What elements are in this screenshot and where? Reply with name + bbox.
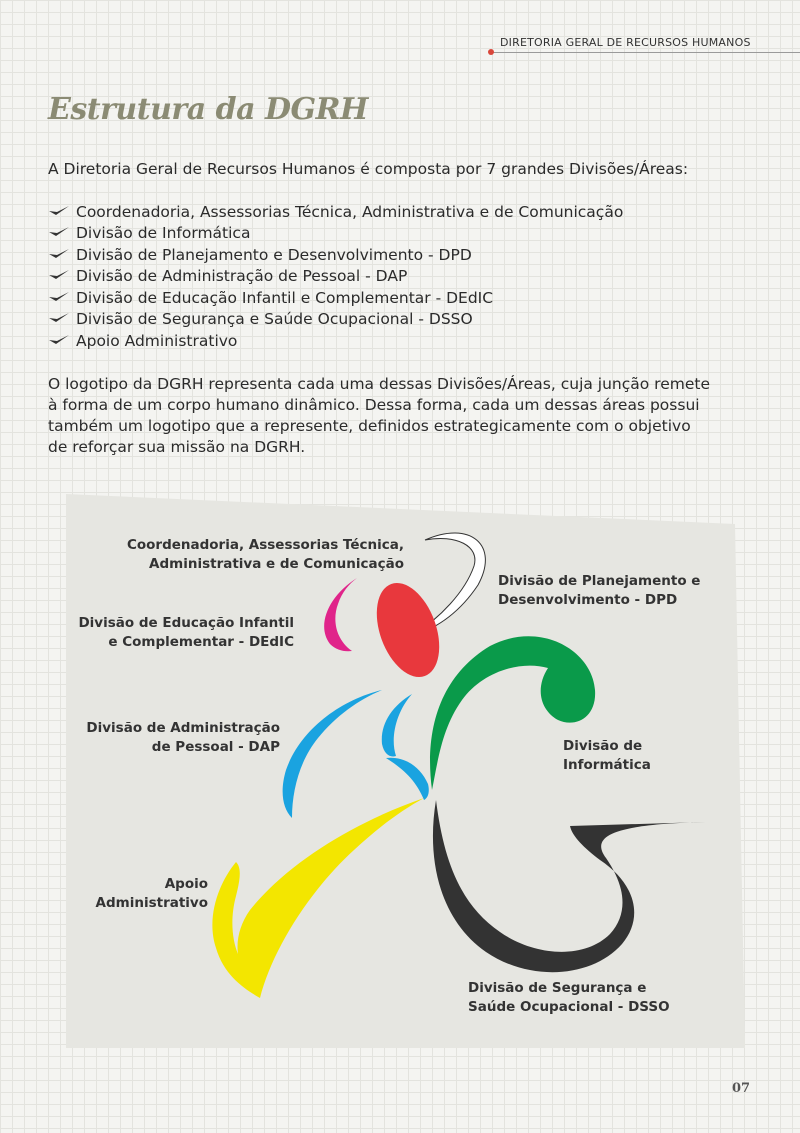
label-informatica <box>563 737 651 775</box>
label-dsso <box>468 979 670 1017</box>
label-line: e Complementar - DEdIC <box>108 634 294 650</box>
label-line: Informática <box>563 757 651 773</box>
label-dap <box>60 719 280 757</box>
label-line: Saúde Ocupacional - DSSO <box>468 999 670 1015</box>
label-line: Administrativo <box>95 895 208 911</box>
label-apoio <box>60 875 208 913</box>
page-number: 07 <box>732 1081 751 1096</box>
body-line: de reforçar sua missão na DGRH. <box>48 438 306 456</box>
label-line: Desenvolvimento - DPD <box>498 592 678 608</box>
header-title: DIRETORIA GERAL DE RECURSOS HUMANOS <box>500 36 751 49</box>
label-coordenadoria <box>104 536 404 574</box>
label-line: de Pessoal - DAP <box>151 739 280 755</box>
list-item-label: Divisão de Planejamento e Desenvolvimento - DPD <box>76 245 472 264</box>
list-item-label: Divisão de Administração de Pessoal - DAP <box>76 267 408 286</box>
body-line: O logotipo da DGRH representa cada uma dessas Divisões/Áreas, cuja junção remete <box>48 375 710 393</box>
label-line: Divisão de Segurança e <box>468 980 647 996</box>
list-item-label: Coordenadoria, Assessorias Técnica, Administrativa e de Comunicação <box>76 202 624 221</box>
page-title: Estrutura da DGRH <box>48 92 368 127</box>
intro-text: A Diretoria Geral de Recursos Humanos é composta por 7 grandes Divisões/Áreas: <box>48 160 689 178</box>
label-line: Divisão de <box>563 738 643 754</box>
label-line: Coordenadoria, Assessorias Técnica, <box>126 537 404 553</box>
label-line: Divisão de Administração <box>86 720 280 736</box>
label-dedic <box>50 614 294 652</box>
list-item-label: Divisão de Informática <box>76 224 251 243</box>
list-item-label: Divisão de Educação Infantil e Complementar - DEdIC <box>76 288 494 307</box>
list-item-label: Divisão de Segurança e Saúde Ocupacional - DSSO <box>76 310 473 329</box>
label-line: Administrativa e de Comunicação <box>149 556 404 572</box>
list-item-label: Apoio Administrativo <box>76 331 238 350</box>
label-dpd <box>498 572 700 610</box>
label-line: Divisão de Educação Infantil <box>78 615 294 631</box>
label-line: Apoio <box>164 876 208 892</box>
body-line: também um logotipo que a represente, definidos estrategicamente com o objetivo <box>48 417 691 435</box>
label-line: Divisão de Planejamento e <box>498 573 701 589</box>
body-line: à forma de um corpo humano dinâmico. Dessa forma, cada um dessas áreas possui <box>48 396 700 414</box>
